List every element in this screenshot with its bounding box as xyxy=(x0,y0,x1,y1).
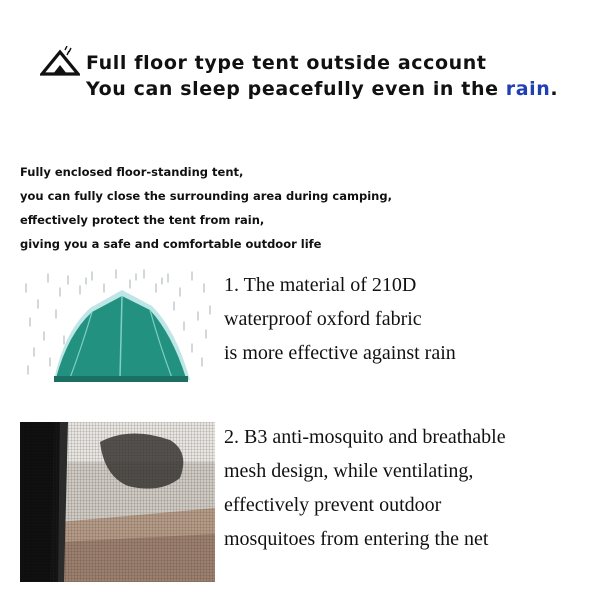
feature-mesh xyxy=(20,420,580,590)
intro-line: effectively protect the tent from rain, xyxy=(20,213,265,227)
headline-line-1: Full floor type tent outside account xyxy=(86,52,487,74)
intro-line: you can fully close the surrounding area during camping, xyxy=(20,189,392,203)
feature-2-line: mesh design, while ventilating, xyxy=(224,460,474,482)
feature-1-line: waterproof oxford fabric xyxy=(224,308,422,330)
feature-2-line: effectively prevent outdoor xyxy=(224,494,442,516)
intro-paragraph xyxy=(20,160,580,256)
headline-highlight-rain: rain xyxy=(505,78,551,100)
headline-line-2-suffix: . xyxy=(550,78,559,100)
feature-2-line: 2. B3 anti-mosquito and breathable xyxy=(224,426,506,448)
intro-line: giving you a safe and comfortable outdoor life xyxy=(20,237,322,251)
feature-waterproof xyxy=(20,266,580,386)
mesh-window-photo xyxy=(20,422,215,582)
headline-block xyxy=(40,44,580,104)
feature-1-line: is more effective against rain xyxy=(224,342,456,364)
headline-line-2 xyxy=(86,78,558,100)
intro-line: Fully enclosed floor-standing tent, xyxy=(20,165,244,179)
feature-1-description xyxy=(224,268,456,370)
feature-1-line: 1. The material of 210D xyxy=(224,274,417,296)
headline-line-2-text: You can sleep peacefully even in the xyxy=(86,78,506,100)
tent-in-rain-illustration xyxy=(20,266,215,386)
feature-2-line: mosquitoes from entering the net xyxy=(224,528,489,550)
tent-rain-icon xyxy=(40,46,80,76)
feature-2-description xyxy=(224,420,506,556)
